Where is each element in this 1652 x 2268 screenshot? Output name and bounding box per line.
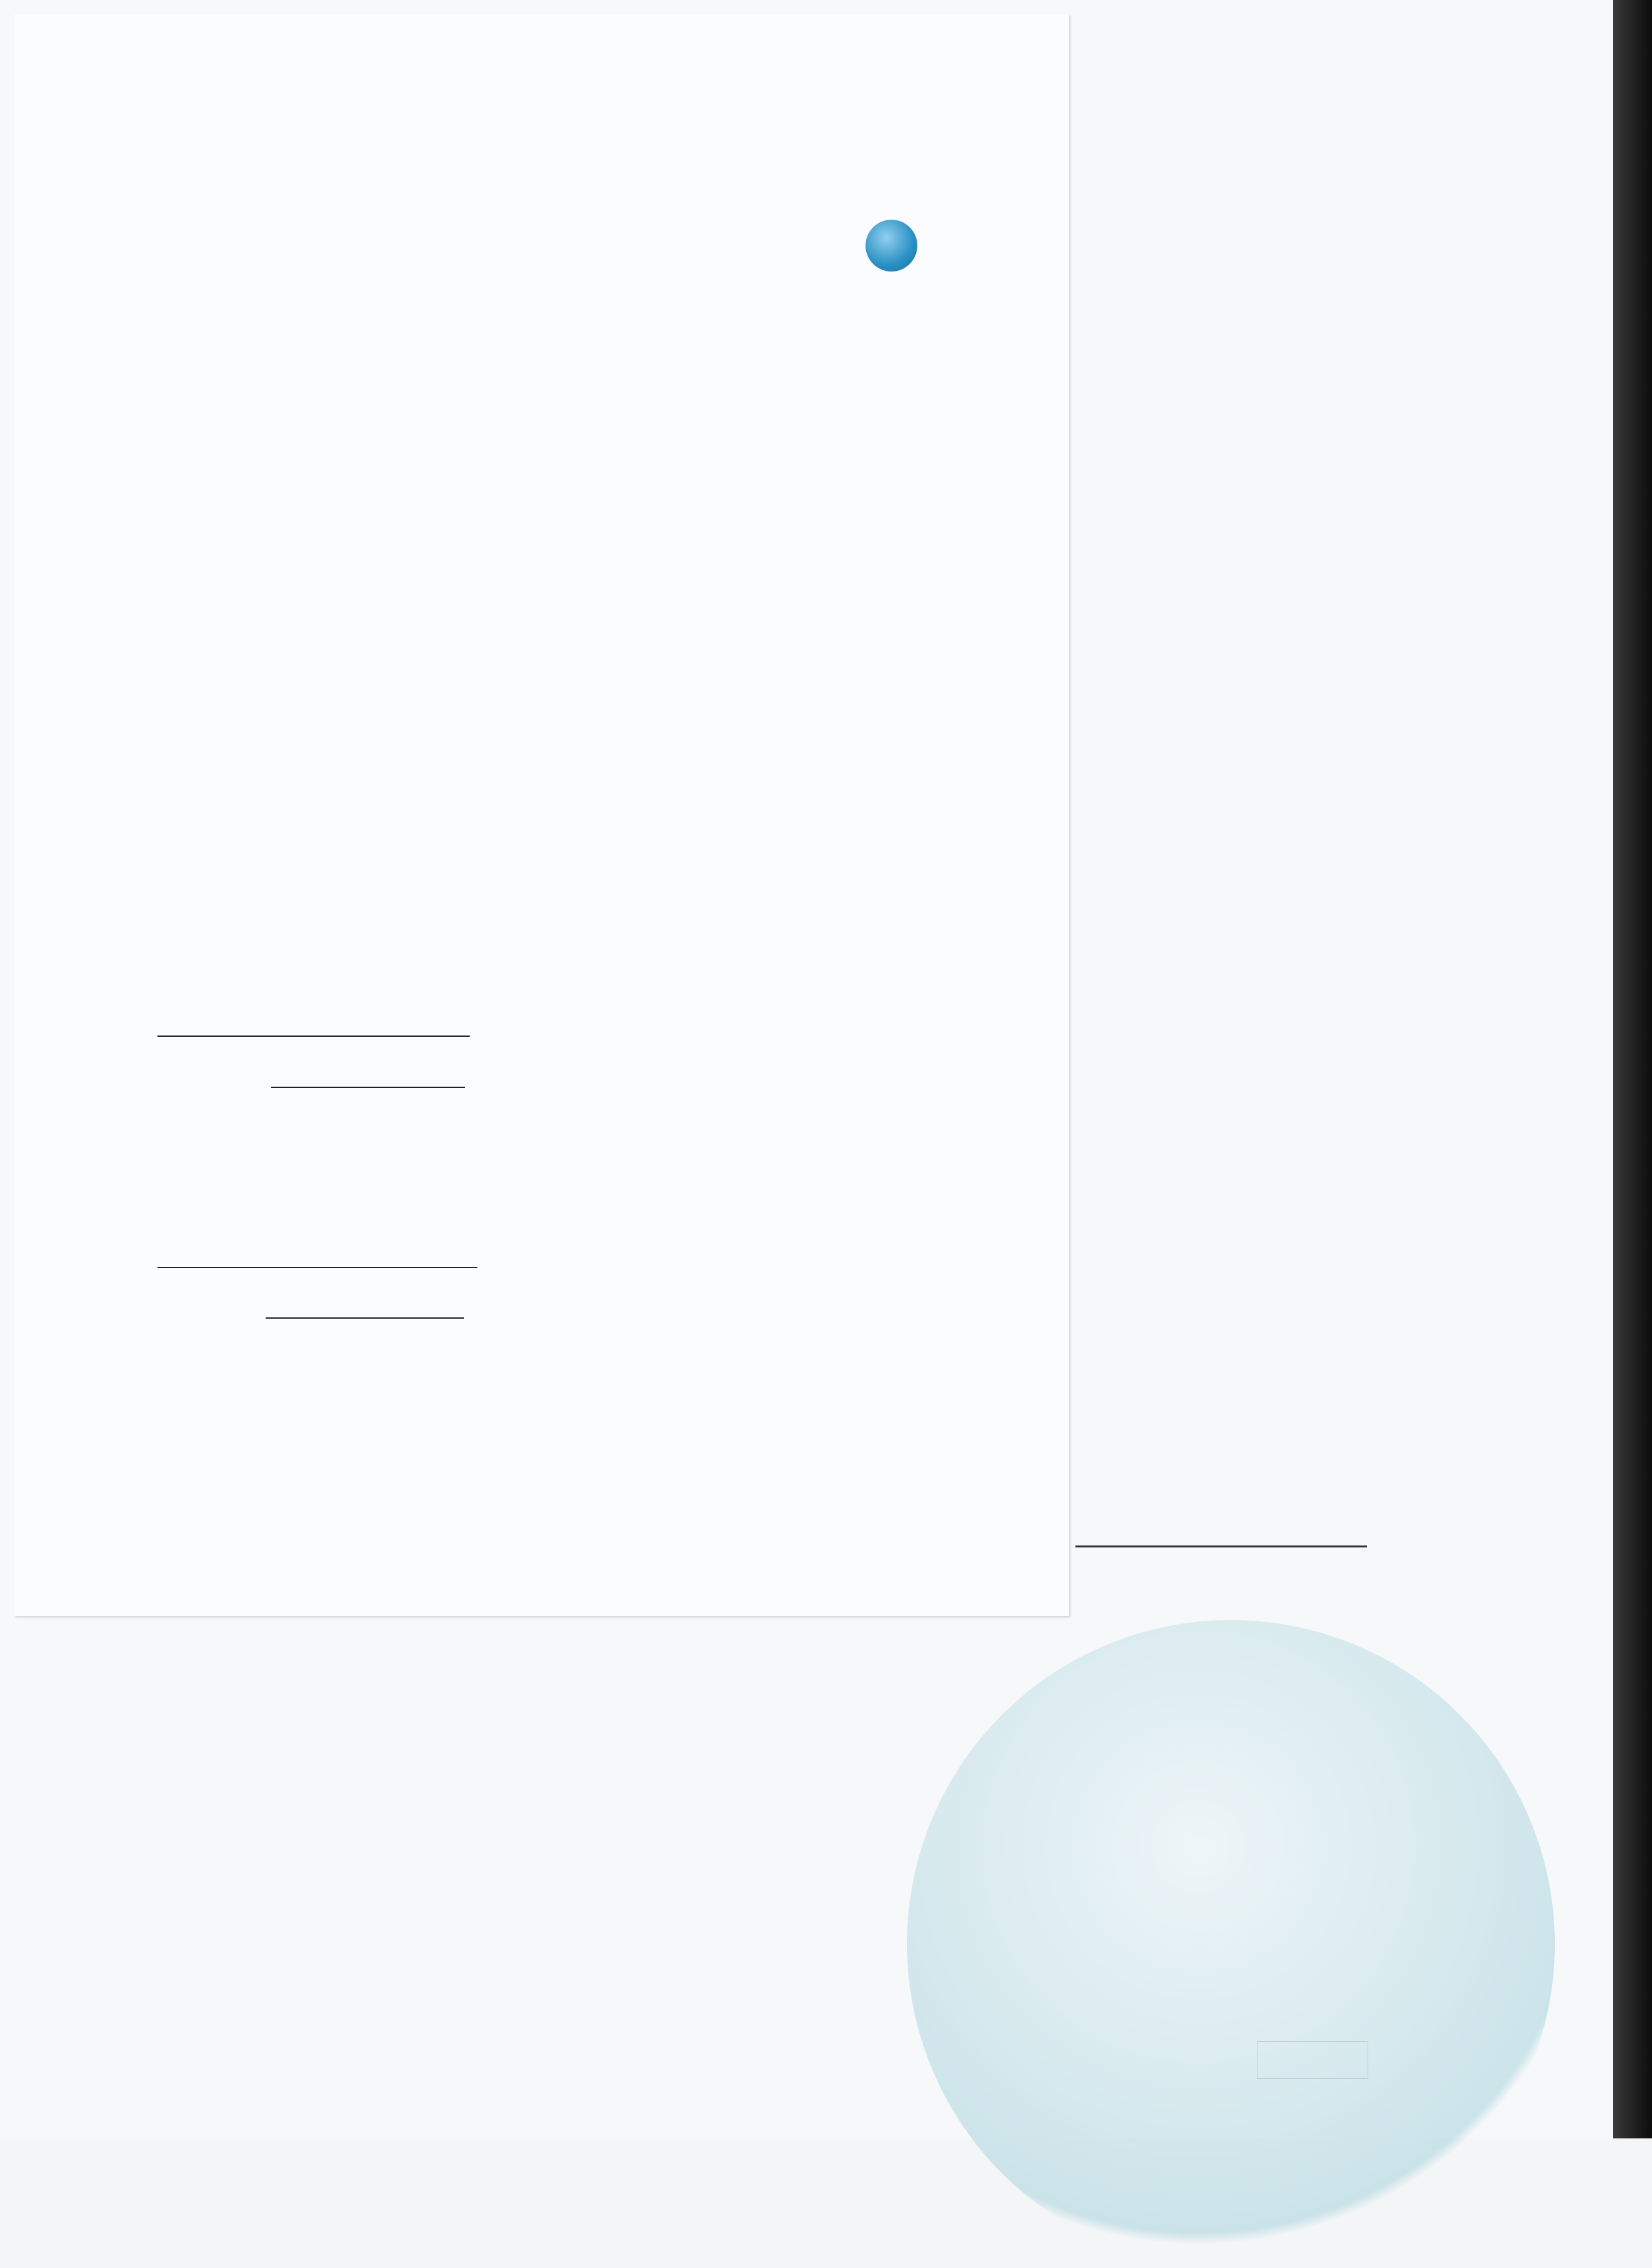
scanner-edge	[1613, 0, 1652, 2138]
watermark-globe	[907, 1620, 1555, 2268]
company-logo	[866, 217, 1035, 275]
employee-id-line	[271, 1087, 465, 1088]
back-date-line	[1075, 1545, 1367, 1547]
release-employee-id-line	[266, 1317, 464, 1319]
back-footer-box	[1257, 2041, 1368, 2079]
logo-globe-icon	[866, 220, 917, 272]
signature-line	[157, 1036, 470, 1037]
release-signature-line	[157, 1267, 477, 1268]
